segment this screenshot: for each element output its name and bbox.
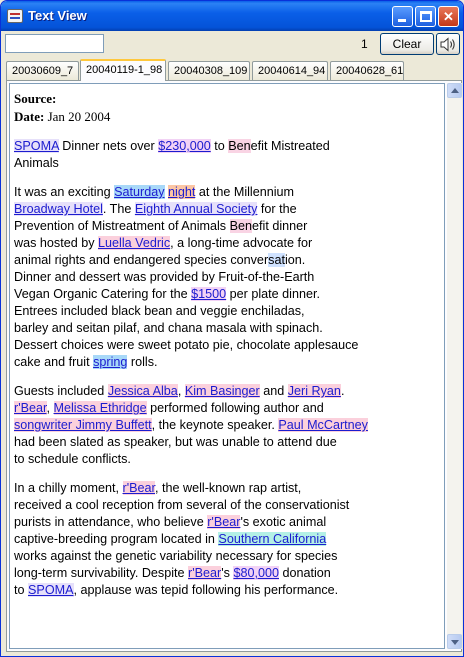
close-icon: ✕: [443, 9, 454, 24]
text-run: per plate dinner.: [226, 287, 320, 301]
organization-highlight[interactable]: SPOMA: [14, 139, 59, 153]
date-highlight[interactable]: Saturday: [114, 185, 165, 199]
text-run: efit dinner: [252, 219, 308, 233]
date-label: Date:: [14, 109, 45, 124]
text-run: purists in attendance, who believe: [14, 515, 208, 529]
biological-highlight[interactable]: Ben: [228, 139, 251, 153]
text-run: . The: [102, 202, 135, 216]
location-highlight[interactable]: Southern California: [218, 532, 327, 546]
date-value: Jan 20 2004: [47, 109, 111, 124]
toolbar: [1, 31, 464, 58]
tab-20040119-1_98[interactable]: 20040119-1_98: [80, 59, 166, 81]
minimize-button[interactable]: [392, 6, 413, 27]
text-run: donation: [278, 566, 331, 580]
text-run: Prevention of Mistreatment of Animals: [14, 219, 230, 233]
date-highlight[interactable]: spring: [93, 355, 128, 369]
text-line: [14, 286, 444, 303]
text-line: [14, 480, 444, 497]
person-highlight[interactable]: r'Bear: [122, 481, 156, 495]
clear-button[interactable]: Clear: [380, 33, 434, 55]
text-line: [14, 417, 444, 434]
person-highlight[interactable]: r'Bear: [207, 515, 241, 529]
organization-highlight[interactable]: Eighth Annual Society: [134, 202, 258, 216]
text-run: rolls.: [127, 355, 158, 369]
person-highlight[interactable]: Kim Basinger: [184, 384, 260, 398]
tab-20040628_61[interactable]: 20040628_61: [330, 61, 404, 80]
source-line: [14, 90, 444, 108]
text-line: [14, 434, 444, 451]
tab-panel: [6, 80, 462, 652]
text-line: [14, 548, 444, 565]
text-view-area[interactable]: [9, 83, 445, 649]
person-highlight[interactable]: r'Bear: [188, 566, 222, 580]
text-line: [14, 451, 444, 468]
text-line: [14, 303, 444, 320]
match-count: 1: [361, 37, 368, 51]
speaker-button[interactable]: [436, 33, 460, 55]
text-run: .: [340, 384, 345, 398]
text-run: Entrees included black bean and veggie enchiladas,: [14, 304, 305, 318]
text-run: Dinner nets over: [58, 139, 159, 153]
text-line: [14, 138, 444, 155]
disease-highlight[interactable]: sat: [268, 253, 285, 267]
tab-20040614_94[interactable]: 20040614_94: [252, 61, 328, 80]
text-line: [14, 400, 444, 417]
text-line: [14, 252, 444, 269]
text-run: 's exotic animal: [240, 515, 327, 529]
text-line: [14, 383, 444, 400]
text-line: [14, 354, 444, 371]
vertical-scrollbar[interactable]: [447, 83, 462, 649]
paragraph: [14, 383, 444, 468]
text-line: [14, 531, 444, 548]
text-line: [14, 514, 444, 531]
text-line: [14, 320, 444, 337]
text-run: ,: [46, 401, 54, 415]
person-highlight[interactable]: Paul McCartney: [278, 418, 368, 432]
close-button[interactable]: [438, 6, 459, 27]
money-highlight[interactable]: $80,000: [233, 566, 279, 580]
money-highlight[interactable]: $1500: [191, 287, 227, 301]
speaker-icon: [440, 37, 457, 52]
organization-highlight[interactable]: Broadway Hotel: [14, 202, 103, 216]
person-highlight[interactable]: Melissa Ethridge: [53, 401, 147, 415]
document: [14, 90, 444, 599]
person-highlight[interactable]: Luella Vedric: [98, 236, 171, 250]
minimize-icon: [398, 19, 406, 22]
text-run: , the keynote speaker.: [151, 418, 279, 432]
text-run: efit Mistreated: [250, 139, 330, 153]
text-line: [14, 582, 444, 599]
text-run: It was an exciting: [14, 185, 115, 199]
text-run: Vegan Organic Catering for the: [14, 287, 192, 301]
text-run: for the: [257, 202, 297, 216]
text-run: to schedule conflicts.: [14, 452, 131, 466]
text-run: , a long-time advocate for: [170, 236, 313, 250]
text-line: [14, 155, 444, 172]
text-line: [14, 565, 444, 582]
text-run: to: [210, 139, 229, 153]
person-highlight[interactable]: songwriter Jimmy Buffett: [14, 418, 152, 432]
time-highlight[interactable]: night: [168, 185, 196, 199]
text-line: [14, 269, 444, 286]
text-line: [14, 184, 444, 201]
scroll-up-button[interactable]: [447, 83, 462, 98]
text-run: at the Millennium: [195, 185, 295, 199]
app-icon: [7, 9, 23, 23]
source-label: Source:: [14, 91, 57, 106]
maximize-button[interactable]: [415, 6, 436, 27]
maximize-icon: [420, 11, 432, 22]
text-run: captive-breeding program located in: [14, 532, 219, 546]
tab-20040308_109[interactable]: 20040308_109: [168, 61, 250, 80]
person-highlight[interactable]: r'Bear: [14, 401, 47, 415]
money-highlight[interactable]: $230,000: [158, 139, 211, 153]
paragraph: [14, 184, 444, 371]
date-line: [14, 108, 444, 126]
text-run: cake and fruit: [14, 355, 94, 369]
text-run: to: [14, 583, 29, 597]
text-run: , applause was tepid following his performance.: [73, 583, 339, 597]
text-run: Guests included: [14, 384, 108, 398]
title-bar[interactable]: [1, 1, 463, 31]
scroll-down-button[interactable]: [447, 634, 462, 649]
window-title: Text View: [28, 8, 87, 23]
search-input[interactable]: [5, 34, 104, 53]
text-run: Dessert choices were sweet potato pie, chocolate applesauce: [14, 338, 359, 352]
text-run: had been slated as speaker, but was unable to attend due: [14, 435, 337, 449]
text-run: was hosted by: [14, 236, 99, 250]
article-body: [14, 138, 444, 599]
text-run: received a cool reception from several of the conservationist: [14, 498, 350, 512]
person-highlight[interactable]: Jeri Ryan: [287, 384, 341, 398]
text-run: 's: [221, 566, 234, 580]
text-run: animal rights and endangered species conver: [14, 253, 269, 267]
document-tabs: [6, 59, 461, 80]
text-run: Dinner and dessert was provided by Fruit-of-the-Earth: [14, 270, 315, 284]
text-run: ,: [177, 384, 185, 398]
text-run: works against the genetic variability necessary for species: [14, 549, 338, 563]
text-line: [14, 235, 444, 252]
text-line: [14, 201, 444, 218]
organization-highlight[interactable]: SPOMA: [28, 583, 74, 597]
biological-highlight[interactable]: Ben: [229, 219, 253, 233]
text-run: In a chilly moment,: [14, 481, 123, 495]
text-line: [14, 497, 444, 514]
text-run: barley and seitan pilaf, and chana masala with spinach.: [14, 321, 323, 335]
text-run: ion.: [284, 253, 306, 267]
paragraph: [14, 138, 444, 172]
paragraph: [14, 480, 444, 599]
text-run: Animals: [14, 156, 59, 170]
text-line: [14, 218, 444, 235]
person-highlight[interactable]: Jessica Alba: [107, 384, 178, 398]
text-run: and: [259, 384, 288, 398]
text-run: long-term survivability. Despite: [14, 566, 189, 580]
tab-20030609_7[interactable]: 20030609_7: [6, 61, 79, 80]
text-line: [14, 337, 444, 354]
text-run: , the well-known rap artist,: [155, 481, 302, 495]
text-run: performed following author and: [146, 401, 324, 415]
